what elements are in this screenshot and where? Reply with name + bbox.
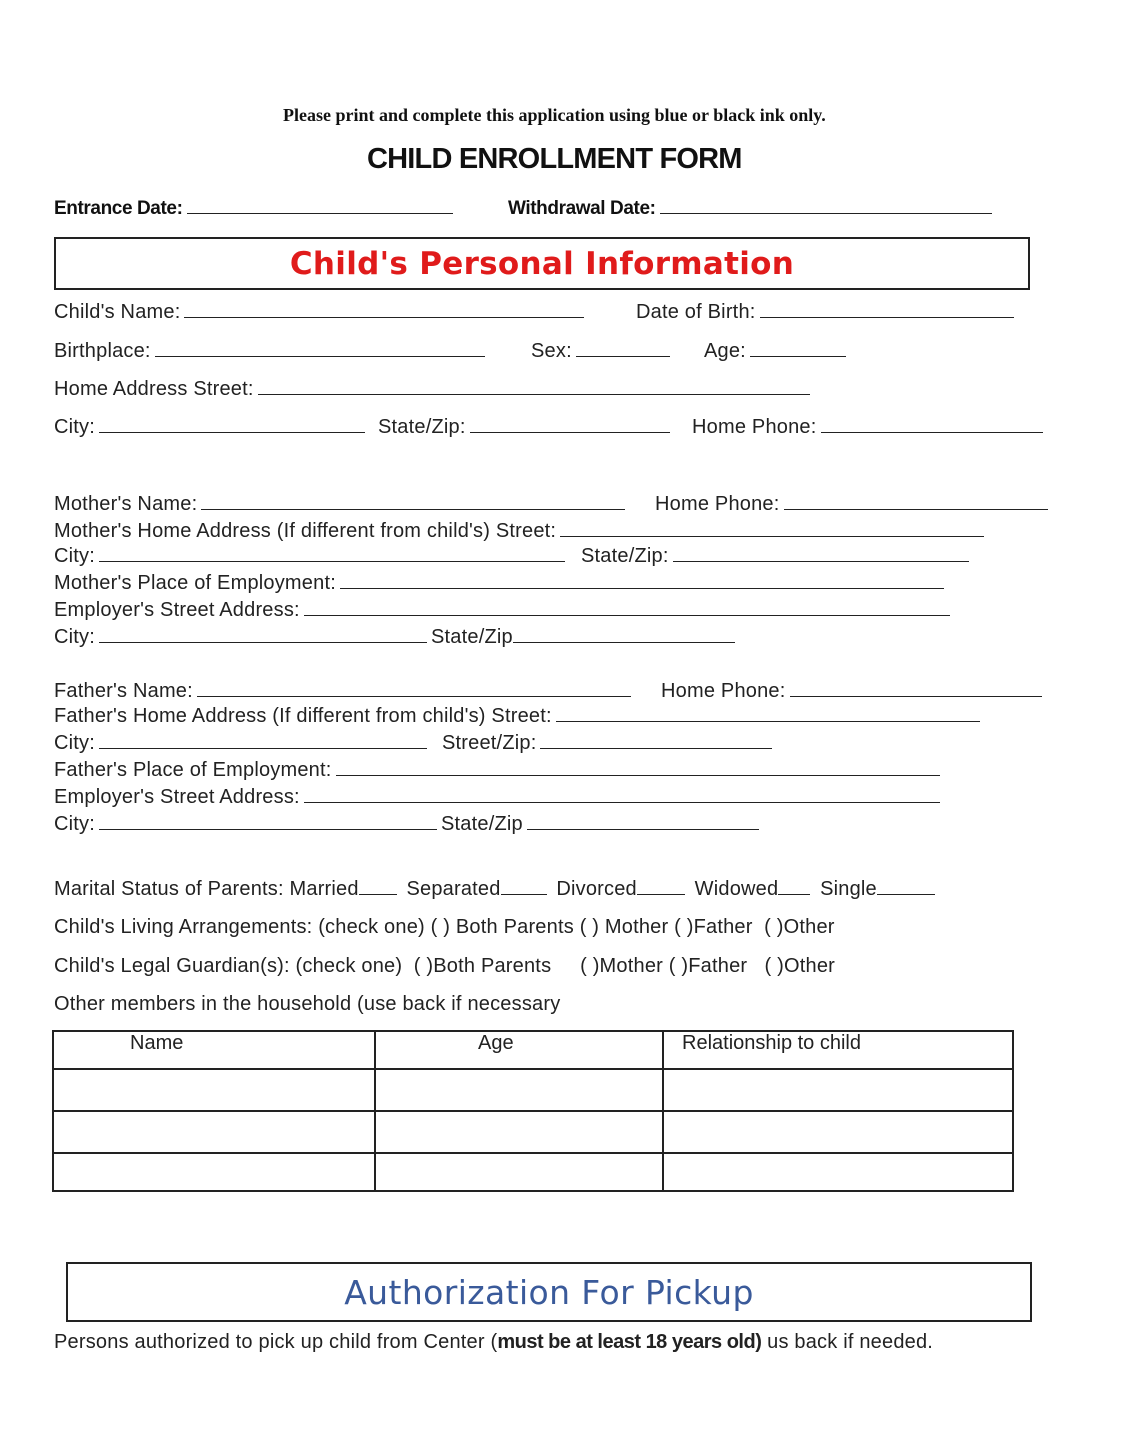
mother-phone-row: [655, 493, 1052, 516]
marital-option-separated: Separated: [406, 878, 501, 900]
mother-address-row: [54, 520, 988, 543]
household-cell-relationship[interactable]: [663, 1153, 1013, 1191]
marital-option-widowed: Widowed: [694, 878, 779, 900]
household-cell-relationship[interactable]: [663, 1111, 1013, 1153]
guardian-option-both[interactable]: ( )Both Parents: [413, 955, 552, 977]
form-title: CHILD ENROLLMENT FORM: [367, 143, 742, 175]
father-street-zip-field[interactable]: [540, 747, 772, 749]
mother-employer-city-label: City:: [54, 626, 95, 648]
age-field[interactable]: [750, 355, 846, 357]
sex-field[interactable]: [576, 355, 670, 357]
mother-employer-city-field[interactable]: [99, 641, 427, 643]
pickup-instructions: [54, 1331, 933, 1354]
mother-city-label: City:: [54, 545, 95, 567]
father-employer-city-field[interactable]: [99, 828, 437, 830]
guardian-option-mother[interactable]: ( )Mother: [580, 955, 664, 977]
entrance-date-field[interactable]: [187, 212, 453, 214]
household-cell-relationship[interactable]: [663, 1069, 1013, 1111]
table-row: [53, 1111, 1013, 1153]
living-option-father[interactable]: ( )Father: [674, 916, 753, 938]
marital-option-divorced: Divorced: [556, 878, 637, 900]
living-arrangements-row: [54, 916, 835, 939]
father-employer-city-label: City:: [54, 813, 95, 835]
father-name-field[interactable]: [197, 695, 631, 697]
child-name-row: [54, 301, 588, 324]
child-dob-row: [636, 301, 1018, 324]
household-cell-name[interactable]: [53, 1069, 375, 1111]
father-name-label: Father's Name:: [54, 680, 193, 702]
child-info-header: Child's Personal Information: [289, 245, 795, 282]
marital-status-label: Marital Status of Parents:: [54, 878, 284, 900]
table-row: [53, 1153, 1013, 1191]
pickup-text-after: us back if needed.: [761, 1331, 934, 1353]
father-employer-city-row: [54, 813, 763, 836]
home-address-row: [54, 378, 814, 401]
mother-employer-address-label: Employer's Street Address:: [54, 599, 300, 621]
pickup-text-bold: must be at least 18 years old): [497, 1331, 762, 1353]
child-city-field[interactable]: [99, 431, 365, 433]
father-address-field[interactable]: [556, 720, 980, 722]
child-state-zip-row: [378, 416, 674, 439]
mother-employer-address-field[interactable]: [304, 614, 950, 616]
child-info-header-box: [54, 237, 1030, 290]
mother-address-label: Mother's Home Address (If different from child's) Street:: [54, 520, 557, 542]
living-option-mother[interactable]: ( ) Mother: [579, 916, 669, 938]
mother-employment-row: [54, 572, 948, 595]
pickup-text-before: Persons authorized to pick up child from Center (: [54, 1331, 498, 1353]
column-header-age: Age: [375, 1031, 663, 1069]
mother-phone-field[interactable]: [784, 508, 1048, 510]
father-phone-field[interactable]: [790, 695, 1042, 697]
birthplace-label: Birthplace:: [54, 340, 151, 362]
withdrawal-date-row: [508, 198, 996, 220]
withdrawal-date-field[interactable]: [660, 212, 992, 214]
marital-single-field[interactable]: [877, 893, 935, 895]
father-employer-address-row: [54, 786, 944, 809]
father-employment-label: Father's Place of Employment:: [54, 759, 332, 781]
father-street-zip-label: Street/Zip:: [442, 732, 537, 754]
father-name-row: [54, 680, 635, 703]
father-employer-state-zip-field[interactable]: [527, 828, 759, 830]
child-dob-label: Date of Birth:: [636, 301, 756, 323]
withdrawal-date-label: Withdrawal Date:: [508, 198, 656, 219]
household-cell-age[interactable]: [375, 1111, 663, 1153]
marital-status-row: [54, 878, 935, 901]
marital-separated-field[interactable]: [501, 893, 547, 895]
mother-state-zip-row: [581, 545, 973, 568]
mother-city-field[interactable]: [99, 560, 565, 562]
marital-widowed-field[interactable]: [778, 893, 810, 895]
child-city-row: [54, 416, 369, 439]
living-option-both[interactable]: ( ) Both Parents: [430, 916, 574, 938]
father-employer-address-field[interactable]: [304, 801, 940, 803]
entrance-date-label: Entrance Date:: [54, 198, 183, 219]
mother-employment-label: Mother's Place of Employment:: [54, 572, 336, 594]
household-note: Other members in the household (use back if necessary: [54, 993, 561, 1015]
marital-option-married: Married: [289, 878, 359, 900]
father-city-field[interactable]: [99, 747, 427, 749]
sex-label: Sex:: [531, 340, 572, 362]
child-home-phone-row: [692, 416, 1047, 439]
legal-guardian-label: Child's Legal Guardian(s): (check one): [54, 955, 403, 977]
father-city-row: [54, 732, 431, 755]
home-address-field[interactable]: [258, 393, 810, 395]
marital-option-single: Single: [820, 878, 877, 900]
marital-divorced-field[interactable]: [637, 893, 685, 895]
father-address-label: Father's Home Address (If different from child's) Street:: [54, 705, 552, 727]
legal-guardian-row: [54, 955, 835, 978]
marital-married-field[interactable]: [359, 893, 397, 895]
mother-employer-address-row: [54, 599, 954, 622]
child-state-zip-field[interactable]: [470, 431, 670, 433]
age-label: Age:: [704, 340, 746, 362]
birthplace-field[interactable]: [155, 355, 485, 357]
father-phone-label: Home Phone:: [661, 680, 786, 702]
household-cell-name[interactable]: [53, 1153, 375, 1191]
household-cell-age[interactable]: [375, 1153, 663, 1191]
father-employment-row: [54, 759, 944, 782]
age-row: [704, 340, 850, 363]
father-city-label: City:: [54, 732, 95, 754]
father-street-zip-row: [442, 732, 776, 755]
mother-phone-label: Home Phone:: [655, 493, 780, 515]
child-name-label: Child's Name:: [54, 301, 181, 323]
child-city-label: City:: [54, 416, 95, 438]
mother-name-field[interactable]: [201, 508, 625, 510]
mother-address-field[interactable]: [560, 535, 984, 537]
child-state-zip-label: State/Zip:: [378, 416, 466, 438]
sex-row: [531, 340, 674, 363]
father-employer-state-zip-label: State/Zip: [441, 813, 523, 835]
mother-name-row: [54, 493, 629, 516]
mother-employer-state-zip-field[interactable]: [513, 641, 735, 643]
birthplace-row: [54, 340, 489, 363]
child-name-field[interactable]: [184, 316, 584, 318]
pickup-header: Authorization For Pickup: [344, 1272, 754, 1312]
child-home-phone-field[interactable]: [821, 431, 1043, 433]
child-home-phone-label: Home Phone:: [692, 416, 817, 438]
instructions: Please print and complete this application using blue or black ink only.: [283, 105, 826, 125]
household-table-header: [53, 1031, 1013, 1069]
child-dob-field[interactable]: [760, 316, 1014, 318]
column-header-name: Name: [53, 1031, 375, 1069]
mother-state-zip-field[interactable]: [673, 560, 969, 562]
guardian-option-father[interactable]: ( )Father: [668, 955, 748, 977]
entrance-date-row: [54, 198, 457, 220]
father-employment-field[interactable]: [336, 774, 940, 776]
mother-state-zip-label: State/Zip:: [581, 545, 669, 567]
mother-name-label: Mother's Name:: [54, 493, 198, 515]
father-address-row: [54, 705, 984, 728]
column-header-relationship: Relationship to child: [663, 1031, 1013, 1069]
home-address-label: Home Address Street:: [54, 378, 254, 400]
father-phone-row: [661, 680, 1046, 703]
guardian-option-other[interactable]: ( )Other: [764, 955, 836, 977]
mother-employment-field[interactable]: [340, 587, 944, 589]
household-cell-name[interactable]: [53, 1111, 375, 1153]
pickup-header-box: [66, 1262, 1032, 1322]
father-employer-address-label: Employer's Street Address:: [54, 786, 300, 808]
mother-city-row: [54, 545, 569, 568]
living-arrangements-label: Child's Living Arrangements: (check one): [54, 916, 425, 938]
table-row: [53, 1069, 1013, 1111]
living-option-other[interactable]: ( )Other: [764, 916, 835, 938]
mother-employer-state-zip-label: State/Zip: [431, 626, 513, 648]
household-cell-age[interactable]: [375, 1069, 663, 1111]
mother-employer-city-row: [54, 626, 739, 649]
household-table: [52, 1030, 1014, 1192]
